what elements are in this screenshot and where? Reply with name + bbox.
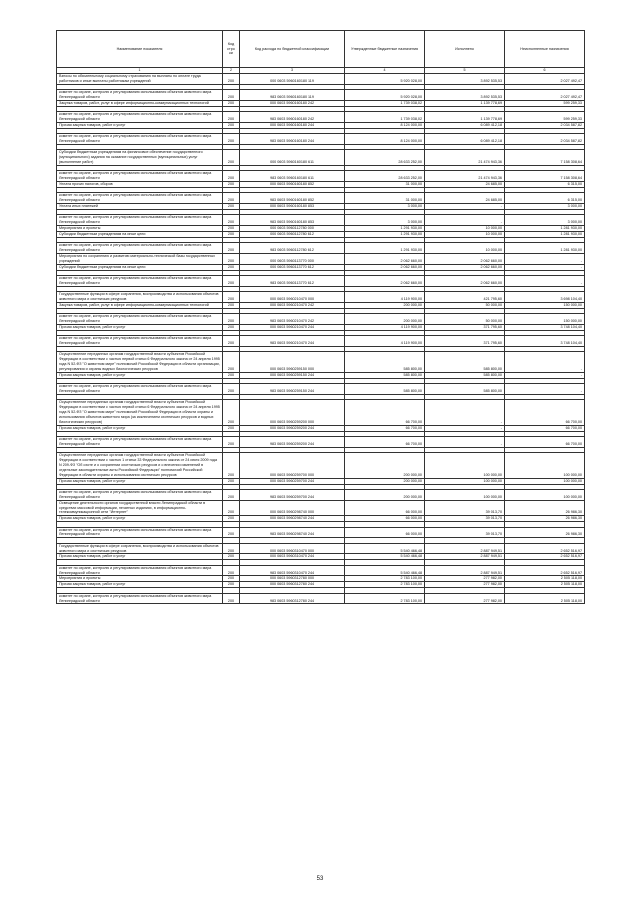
cell-budget-classification-code: 000 0603 5960160180 242 (240, 100, 345, 106)
cell-approved-amount: 585 800,00 (345, 384, 425, 395)
cell-approved-amount: 200 000,00 (345, 489, 425, 500)
cell-indicator-name: Государственные функции в сфере сохранения, воспроизводства и использования объектов животного мира и охотничьих ресурсов (57, 292, 223, 303)
cell-executed-amount: 585 800,00 (425, 384, 505, 395)
cell-approved-amount: 5 920 028,00 (345, 90, 425, 101)
header-col-number: 1 (57, 68, 223, 74)
cell-executed-amount: 21 474 943,36 (425, 150, 505, 166)
cell-executed-amount: 371 795,60 (425, 324, 505, 330)
cell-unexecuted-amount: 3 698 104,40 (505, 292, 585, 303)
cell-indicator-name: Прочая закупка товаров, работ и услуг (57, 122, 223, 128)
cell-unexecuted-amount: 100 000,00 (505, 453, 585, 479)
cell-unexecuted-amount: 26 986,30 (505, 500, 585, 516)
cell-approved-amount: 200 000,00 (345, 314, 425, 325)
cell-approved-amount: 66 700,00 (345, 400, 425, 426)
cell-indicator-name: Прочая закупка товаров, работ и услуг (57, 554, 223, 560)
cell-unexecuted-amount: 599 259,33 (505, 100, 585, 106)
cell-budget-classification-code: 000 0603 5960259150 244 (240, 372, 345, 378)
cell-line-code: 200 (223, 204, 240, 210)
cell-unexecuted-amount: - (505, 372, 585, 378)
table-row (57, 384, 585, 395)
cell-indicator-name: комитет по охране, контролю и регулированию использования объектов животного мира Ленинградской области (57, 193, 223, 204)
cell-unexecuted-amount: 66 700,00 (505, 436, 585, 447)
cell-budget-classification-code: 000 0603 5960259150 000 (240, 352, 345, 373)
cell-budget-classification-code: 000 0603 5960210470 242 (240, 302, 345, 308)
cell-budget-classification-code: 983 0603 5960160180 244 (240, 134, 345, 145)
cell-budget-classification-code: 000 0603 5960113770 000 (240, 254, 345, 265)
cell-executed-amount: 100 000,00 (425, 489, 505, 500)
cell-indicator-name: комитет по охране, контролю и регулированию использования объектов животного мира Ленинградской области (57, 489, 223, 500)
cell-unexecuted-amount: - (505, 384, 585, 395)
cell-executed-amount: 39 013,70 (425, 516, 505, 522)
cell-line-code: 200 (223, 134, 240, 145)
table-row (57, 565, 585, 576)
cell-executed-amount: - (425, 204, 505, 210)
table-row (57, 193, 585, 204)
cell-executed-amount: 24 685,00 (425, 182, 505, 188)
cell-line-code: 200 (223, 527, 240, 538)
cell-budget-classification-code: 000 0603 5960259700 244 (240, 478, 345, 484)
cell-indicator-name: Прочая закупка товаров, работ и услуг (57, 516, 223, 522)
cell-line-code: 200 (223, 314, 240, 325)
cell-approved-amount: 3 000,00 (345, 204, 425, 210)
cell-line-code: 200 (223, 582, 240, 588)
cell-approved-amount: 2 783 100,00 (345, 593, 425, 604)
cell-indicator-name: комитет по охране, контролю и регулированию использования объектов животного мира Ленинградской области (57, 336, 223, 347)
table-row (57, 352, 585, 373)
cell-line-code: 200 (223, 100, 240, 106)
cell-approved-amount: 5 540 466,48 (345, 543, 425, 554)
cell-executed-amount: 277 982,00 (425, 582, 505, 588)
table-row (57, 292, 585, 303)
cell-budget-classification-code: 000 0603 5960312780 244 (240, 582, 345, 588)
cell-line-code: 200 (223, 436, 240, 447)
cell-budget-classification-code: 000 0603 5960160180 119 (240, 74, 345, 85)
header-col-number: 3 (240, 68, 345, 74)
cell-indicator-name: Мероприятия и проекты (57, 226, 223, 232)
cell-indicator-name: Прочая закупка товаров, работ и услуг (57, 582, 223, 588)
cell-approved-amount: 2 783 100,00 (345, 582, 425, 588)
cell-approved-amount: 2 062 660,00 (345, 254, 425, 265)
cell-unexecuted-amount: 1 281 930,00 (505, 226, 585, 232)
cell-line-code: 200 (223, 302, 240, 308)
cell-approved-amount: 3 000,00 (345, 215, 425, 226)
cell-approved-amount: 4 119 900,00 (345, 324, 425, 330)
cell-indicator-name: Уплата иных платежей (57, 204, 223, 210)
cell-indicator-name: Закупка товаров, работ, услуг в сфере информационно-коммуникационных технологий (57, 100, 223, 106)
cell-budget-classification-code: 000 0603 5960210470 000 (240, 292, 345, 303)
header-col-number: 5 (425, 68, 505, 74)
table-row (57, 314, 585, 325)
cell-budget-classification-code: 000 0603 5960160180 853 (240, 204, 345, 210)
header-col-number: 2 (223, 68, 240, 74)
cell-executed-amount: 6 089 412,18 (425, 122, 505, 128)
cell-approved-amount: 1 291 930,00 (345, 232, 425, 238)
cell-unexecuted-amount: 3 748 104,40 (505, 324, 585, 330)
header-indicator-name: Наименование показателя (57, 31, 223, 68)
cell-approved-amount: 28 633 252,00 (345, 150, 425, 166)
cell-indicator-name: комитет по охране, контролю и регулированию использования объектов животного мира Ленинградской области (57, 134, 223, 145)
table-row (57, 543, 585, 554)
cell-line-code: 200 (223, 576, 240, 582)
cell-budget-classification-code: 983 0603 5960210470 244 (240, 336, 345, 347)
cell-line-code: 200 (223, 182, 240, 188)
cell-approved-amount: 200 000,00 (345, 453, 425, 479)
cell-line-code: 200 (223, 453, 240, 479)
cell-approved-amount: 2 062 660,00 (345, 264, 425, 270)
cell-approved-amount: 1 291 930,00 (345, 243, 425, 254)
cell-approved-amount: 4 119 900,00 (345, 336, 425, 347)
cell-budget-classification-code: 983 0603 5960160180 853 (240, 215, 345, 226)
cell-executed-amount: 2 062 660,00 (425, 254, 505, 265)
cell-budget-classification-code: 000 0603 5960310470 000 (240, 543, 345, 554)
cell-unexecuted-amount: 2 505 118,00 (505, 582, 585, 588)
cell-indicator-name: комитет по охране, контролю и регулированию использования объектов животного мира Ленинградской области (57, 527, 223, 538)
cell-line-code: 200 (223, 593, 240, 604)
cell-indicator-name: Прочая закупка товаров, работ и услуг (57, 372, 223, 378)
cell-line-code: 200 (223, 150, 240, 166)
cell-unexecuted-amount: - (505, 352, 585, 373)
cell-indicator-name: Государственные функции в сфере сохранения, воспроизводства и использования объектов животного мира и охотничьих ресурсов (57, 543, 223, 554)
header-approved-appropriations: Утвержденные бюджетные назначения (345, 31, 425, 68)
cell-indicator-name: Закупка товаров, работ, услуг в сфере информационно-коммуникационных технологий (57, 302, 223, 308)
table-row (57, 436, 585, 447)
cell-executed-amount: 100 000,00 (425, 478, 505, 484)
cell-line-code: 200 (223, 90, 240, 101)
cell-budget-classification-code: 983 0603 5960259200 244 (240, 436, 345, 447)
cell-unexecuted-amount: 3 000,00 (505, 204, 585, 210)
cell-budget-classification-code: 000 0603 5960112780 000 (240, 226, 345, 232)
cell-executed-amount: 2 062 660,00 (425, 264, 505, 270)
cell-approved-amount: 31 000,00 (345, 193, 425, 204)
cell-executed-amount: 24 685,00 (425, 193, 505, 204)
cell-unexecuted-amount: 2 505 118,00 (505, 593, 585, 604)
table-row (57, 276, 585, 287)
cell-approved-amount: 5 540 466,48 (345, 565, 425, 576)
cell-unexecuted-amount: 599 259,33 (505, 112, 585, 123)
cell-indicator-name: комитет по охране, контролю и регулированию использования объектов животного мира Ленинградской области (57, 384, 223, 395)
cell-approved-amount: 200 000,00 (345, 478, 425, 484)
cell-indicator-name: Прочая закупка товаров, работ и услуг (57, 324, 223, 330)
cell-approved-amount: 1 291 930,00 (345, 226, 425, 232)
cell-budget-classification-code: 000 0603 5960113770 612 (240, 264, 345, 270)
cell-budget-classification-code: 000 0603 5960210470 244 (240, 324, 345, 330)
cell-budget-classification-code: 983 0603 5960210470 242 (240, 314, 345, 325)
cell-indicator-name: Уплата прочих налогов, сборов (57, 182, 223, 188)
cell-executed-amount: 2 887 949,51 (425, 543, 505, 554)
cell-executed-amount: 10 000,00 (425, 232, 505, 238)
cell-indicator-name: комитет по охране, контролю и регулированию использования объектов животного мира Ленинградской области (57, 565, 223, 576)
cell-line-code: 200 (223, 264, 240, 270)
cell-approved-amount: 5 540 466,48 (345, 554, 425, 560)
cell-line-code: 200 (223, 336, 240, 347)
cell-executed-amount: 371 795,60 (425, 336, 505, 347)
cell-unexecuted-amount: 66 700,00 (505, 425, 585, 431)
cell-unexecuted-amount: - (505, 264, 585, 270)
cell-line-code: 200 (223, 122, 240, 128)
cell-unexecuted-amount: 150 000,00 (505, 302, 585, 308)
cell-approved-amount: 66 000,00 (345, 516, 425, 522)
cell-budget-classification-code: 983 0603 5960112780 612 (240, 243, 345, 254)
header-budget-classification-code: Код расхода по бюджетной классификации (240, 31, 345, 68)
cell-executed-amount: 585 800,00 (425, 352, 505, 373)
cell-approved-amount: 1 739 038,02 (345, 112, 425, 123)
cell-line-code: 200 (223, 565, 240, 576)
cell-budget-classification-code: 983 0603 5960259150 244 (240, 384, 345, 395)
cell-line-code: 200 (223, 292, 240, 303)
cell-approved-amount: 200 000,00 (345, 302, 425, 308)
cell-budget-classification-code: 983 0603 5960310470 244 (240, 565, 345, 576)
cell-indicator-name: комитет по охране, контролю и регулированию использования объектов животного мира Ленинградской области (57, 215, 223, 226)
cell-indicator-name: Взносы по обязательному социальному страхованию на выплаты по оплате труда работников и иные выплаты работникам учреждений (57, 74, 223, 85)
cell-approved-amount: 2 783 100,00 (345, 576, 425, 582)
table-row (57, 112, 585, 123)
cell-line-code: 200 (223, 193, 240, 204)
cell-executed-amount: 1 139 778,69 (425, 112, 505, 123)
cell-line-code: 200 (223, 171, 240, 182)
cell-unexecuted-amount: 7 158 308,64 (505, 171, 585, 182)
table-row (57, 134, 585, 145)
cell-executed-amount: 10 000,00 (425, 226, 505, 232)
cell-unexecuted-amount: 26 986,30 (505, 527, 585, 538)
cell-budget-classification-code: 983 0603 5960312780 244 (240, 593, 345, 604)
cell-executed-amount: 10 000,00 (425, 243, 505, 254)
cell-budget-classification-code: 000 0603 5960312780 000 (240, 576, 345, 582)
cell-line-code: 200 (223, 352, 240, 373)
cell-approved-amount: 5 920 028,00 (345, 74, 425, 85)
cell-indicator-name: Осуществление переданных органам государственной власти субъектов Российской Федерации в соответствии с частью первой статьи 6 Федерального закона от 24 апреля 1995 года N 52-ФЗ "О животном мире" полномочий Российской Федерации в области организации, регулирования и охраны водных биологических ресурсов (57, 352, 223, 373)
cell-budget-classification-code: 983 0603 5960160180 852 (240, 193, 345, 204)
cell-approved-amount: 1 739 038,02 (345, 100, 425, 106)
cell-line-code: 200 (223, 400, 240, 426)
cell-budget-classification-code: 983 0603 5960160180 242 (240, 112, 345, 123)
cell-indicator-name: комитет по охране, контролю и регулированию использования объектов животного мира Ленинградской области (57, 243, 223, 254)
cell-budget-classification-code: 983 0603 5960160180 611 (240, 171, 345, 182)
table-row (57, 400, 585, 426)
cell-line-code: 200 (223, 500, 240, 516)
cell-line-code: 200 (223, 384, 240, 395)
cell-indicator-name: Освещение деятельности органов государственной власти Ленинградской области в средствах массовой информации, печатных изданиях, в информационно-телекоммуникационной сети "Интернет" (57, 500, 223, 516)
cell-unexecuted-amount: 150 000,00 (505, 314, 585, 325)
cell-unexecuted-amount: 3 748 104,40 (505, 336, 585, 347)
cell-unexecuted-amount: 2 505 118,00 (505, 576, 585, 582)
cell-budget-classification-code: 983 0603 5960160180 119 (240, 90, 345, 101)
cell-executed-amount: - (425, 436, 505, 447)
cell-unexecuted-amount: 100 000,00 (505, 489, 585, 500)
cell-executed-amount: 6 089 412,18 (425, 134, 505, 145)
budget-execution-table (56, 30, 585, 604)
cell-executed-amount: 50 000,00 (425, 302, 505, 308)
table-row (57, 243, 585, 254)
cell-executed-amount: 21 474 943,36 (425, 171, 505, 182)
table-row (57, 215, 585, 226)
cell-line-code: 200 (223, 226, 240, 232)
cell-unexecuted-amount: 2 652 516,97 (505, 554, 585, 560)
cell-line-code: 200 (223, 112, 240, 123)
header-col-number: 4 (345, 68, 425, 74)
cell-unexecuted-amount: 2 034 587,82 (505, 134, 585, 145)
budget-report-sheet (56, 30, 584, 604)
cell-executed-amount: 50 000,00 (425, 314, 505, 325)
cell-line-code: 200 (223, 425, 240, 431)
cell-unexecuted-amount: - (505, 276, 585, 287)
cell-line-code: 200 (223, 215, 240, 226)
table-row (57, 489, 585, 500)
cell-budget-classification-code: 000 0603 5960310470 244 (240, 554, 345, 560)
cell-approved-amount: 8 124 000,00 (345, 122, 425, 128)
cell-unexecuted-amount: 2 027 492,47 (505, 74, 585, 85)
cell-indicator-name: Субсидии бюджетным учреждениям на иные цели (57, 232, 223, 238)
cell-budget-classification-code: 000 0603 5960112780 612 (240, 232, 345, 238)
cell-approved-amount: 28 633 252,00 (345, 171, 425, 182)
cell-budget-classification-code: 000 0603 5960160180 852 (240, 182, 345, 188)
cell-line-code: 200 (223, 243, 240, 254)
cell-executed-amount: - (425, 425, 505, 431)
cell-indicator-name: Прочая закупка товаров, работ и услуг (57, 478, 223, 484)
cell-line-code: 200 (223, 516, 240, 522)
header-line-code: Код стро ки (223, 31, 240, 68)
header-executed: Исполнено (425, 31, 505, 68)
header-col-number: 6 (505, 68, 585, 74)
cell-executed-amount: 421 795,60 (425, 292, 505, 303)
cell-indicator-name: Субсидии бюджетным учреждениям на финансовое обеспечение государственного (муниципального) задания на оказание государственных (муниципальных) услуг (выполнение работ) (57, 150, 223, 166)
table-row (57, 74, 585, 85)
cell-budget-classification-code: 000 0603 5960259200 000 (240, 400, 345, 426)
cell-approved-amount: 2 062 660,00 (345, 276, 425, 287)
cell-unexecuted-amount: 100 000,00 (505, 478, 585, 484)
cell-executed-amount: 277 982,00 (425, 576, 505, 582)
table-row (57, 90, 585, 101)
table-row (57, 527, 585, 538)
table-row (57, 453, 585, 479)
cell-executed-amount: 2 887 949,51 (425, 554, 505, 560)
cell-line-code: 200 (223, 74, 240, 85)
cell-indicator-name: комитет по охране, контролю и регулированию использования объектов животного мира Ленинградской области (57, 314, 223, 325)
cell-indicator-name: Осуществление переданных органам государственной власти субъектов Российской Федерации в соответствии с частью 1 статьи 33 Федерального закона от 24 июля 2009 года N 209-ФЗ "Об охоте и о сохранении охотничьих ресурсов и о внесении изменений в отдельные законодательные акты Российской Федерации" полномочий Российской Федерации в области охраны и использования охотничьих ресурсов (57, 453, 223, 479)
cell-indicator-name: Осуществление переданных органам государственной власти субъектов Российской Федерации в соответствии с частью первой статьи 6 Федерального закона от 24 апреля 1995 года N 52-ФЗ "О животном мире" полномочий Российской Федерации в области охраны и использования объектов животного мира (за исключением охотничьих ресурсов и водных биологических ресурсов) (57, 400, 223, 426)
cell-line-code: 200 (223, 554, 240, 560)
header-unexecuted: Неисполненные назначения (505, 31, 585, 68)
table-row (57, 593, 585, 604)
cell-executed-amount: 2 062 660,00 (425, 276, 505, 287)
cell-unexecuted-amount: 6 315,00 (505, 182, 585, 188)
page-number: 53 (316, 876, 324, 882)
cell-budget-classification-code: 983 0603 5960298740 244 (240, 527, 345, 538)
cell-approved-amount: 66 000,00 (345, 527, 425, 538)
table-row (57, 150, 585, 166)
cell-line-code: 200 (223, 543, 240, 554)
cell-unexecuted-amount: 26 986,30 (505, 516, 585, 522)
cell-unexecuted-amount: 2 027 492,47 (505, 90, 585, 101)
cell-approved-amount: 66 700,00 (345, 436, 425, 447)
cell-line-code: 200 (223, 478, 240, 484)
cell-approved-amount: 585 800,00 (345, 372, 425, 378)
cell-approved-amount: 31 000,00 (345, 182, 425, 188)
cell-budget-classification-code: 000 0603 5960298740 244 (240, 516, 345, 522)
cell-executed-amount: 39 013,70 (425, 500, 505, 516)
cell-indicator-name: комитет по охране, контролю и регулированию использования объектов животного мира Ленинградской области (57, 276, 223, 287)
cell-indicator-name: комитет по охране, контролю и регулированию использования объектов животного мира Ленинградской области (57, 112, 223, 123)
cell-budget-classification-code: 000 0603 5960259200 244 (240, 425, 345, 431)
cell-unexecuted-amount: - (505, 254, 585, 265)
cell-indicator-name: Прочая закупка товаров, работ и услуг (57, 425, 223, 431)
cell-executed-amount: 100 000,00 (425, 453, 505, 479)
cell-line-code: 200 (223, 276, 240, 287)
cell-indicator-name: комитет по охране, контролю и регулированию использования объектов животного мира Ленинградской области (57, 90, 223, 101)
table-body (57, 74, 585, 604)
cell-executed-amount: 3 892 535,53 (425, 74, 505, 85)
cell-line-code: 200 (223, 324, 240, 330)
table-row (57, 254, 585, 265)
cell-unexecuted-amount: 66 700,00 (505, 400, 585, 426)
cell-approved-amount: 4 119 900,00 (345, 292, 425, 303)
cell-indicator-name: комитет по охране, контролю и регулированию использования объектов животного мира Ленинградской области (57, 593, 223, 604)
cell-unexecuted-amount: 7 158 308,64 (505, 150, 585, 166)
cell-line-code: 200 (223, 254, 240, 265)
cell-line-code: 200 (223, 489, 240, 500)
cell-approved-amount: 66 700,00 (345, 425, 425, 431)
cell-executed-amount: - (425, 215, 505, 226)
cell-unexecuted-amount: 2 652 516,97 (505, 543, 585, 554)
cell-budget-classification-code: 983 0603 5960259700 244 (240, 489, 345, 500)
cell-budget-classification-code: 983 0603 5960113770 612 (240, 276, 345, 287)
table-row (57, 171, 585, 182)
cell-indicator-name: комитет по охране, контролю и регулированию использования объектов животного мира Ленинградской области (57, 436, 223, 447)
table-row (57, 500, 585, 516)
cell-line-code: 200 (223, 232, 240, 238)
cell-executed-amount: 2 887 949,51 (425, 565, 505, 576)
cell-executed-amount: 39 013,70 (425, 527, 505, 538)
cell-approved-amount: 585 800,00 (345, 352, 425, 373)
table-row (57, 336, 585, 347)
cell-unexecuted-amount: 2 034 587,82 (505, 122, 585, 128)
cell-indicator-name: Субсидии бюджетным учреждениям на иные цели (57, 264, 223, 270)
cell-approved-amount: 8 124 000,00 (345, 134, 425, 145)
cell-indicator-name: комитет по охране, контролю и регулированию использования объектов животного мира Ленинградской области (57, 171, 223, 182)
cell-unexecuted-amount: 2 652 516,97 (505, 565, 585, 576)
cell-unexecuted-amount: 1 281 930,00 (505, 243, 585, 254)
cell-unexecuted-amount: 6 315,00 (505, 193, 585, 204)
cell-executed-amount: 3 892 535,53 (425, 90, 505, 101)
cell-executed-amount: 277 982,00 (425, 593, 505, 604)
cell-line-code: 200 (223, 372, 240, 378)
cell-budget-classification-code: 000 0603 5960298740 000 (240, 500, 345, 516)
cell-executed-amount: 1 139 778,69 (425, 100, 505, 106)
cell-unexecuted-amount: 1 281 930,00 (505, 232, 585, 238)
cell-budget-classification-code: 000 0603 5960160180 611 (240, 150, 345, 166)
cell-executed-amount: 585 800,00 (425, 372, 505, 378)
cell-approved-amount: 66 000,00 (345, 500, 425, 516)
cell-budget-classification-code: 000 0603 5960259700 000 (240, 453, 345, 479)
cell-budget-classification-code: 000 0603 5960160180 244 (240, 122, 345, 128)
cell-unexecuted-amount: 3 000,00 (505, 215, 585, 226)
cell-indicator-name: Мероприятия и проекты (57, 576, 223, 582)
cell-executed-amount: - (425, 400, 505, 426)
cell-indicator-name: Мероприятия по сохранению и развитию материально-технической базы государственных учреждений (57, 254, 223, 265)
